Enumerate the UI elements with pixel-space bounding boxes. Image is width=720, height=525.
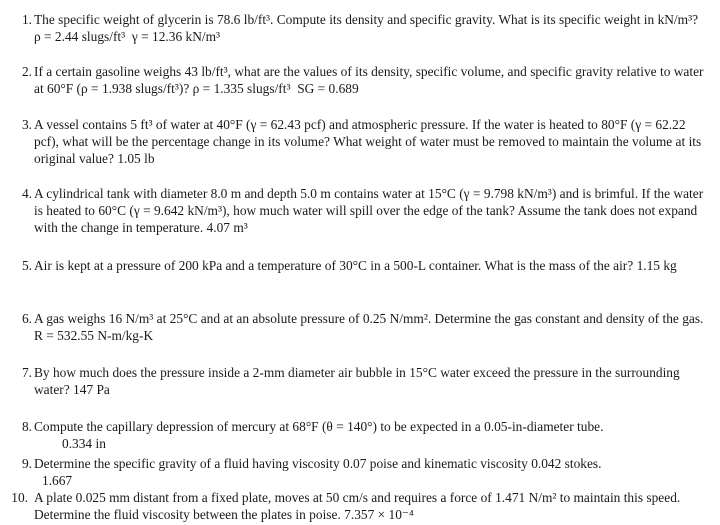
problem-text (34, 364, 710, 398)
problem-text (34, 185, 710, 236)
problem-question: The specific weight of glycerin is 78.6 lb/ft³. Compute its density and specific gravity. What is its specific weight in kN/m³? (34, 12, 699, 27)
problem-answer: 4.07 m³ (206, 220, 248, 235)
problem-text (34, 310, 710, 344)
problem-question: Compute the capillary depression of mercury at 68°F (θ = 140°) to be expected in a 0.05-in-diameter tube. (34, 419, 604, 434)
problem-number: 6. (21, 311, 32, 326)
problem-question: Determine the specific gravity of a fluid having viscosity 0.07 poise and kinematic viscosity 0.042 stokes. (34, 456, 602, 471)
problem-answer: 1.667 (42, 473, 73, 488)
problem-text (34, 455, 710, 489)
problem-text (34, 257, 710, 274)
problem-number: 3. (21, 117, 32, 132)
problem-question: If a certain gasoline weighs 43 lb/ft³, what are the values of its density, specific volume, and specific gravity relative to water at 60°F (ρ = 1.938 slugs/ft³)? (34, 64, 704, 96)
problem-answer: 0.334 in (62, 436, 106, 451)
problem-answer: 1.15 kg (636, 258, 677, 273)
problem-question: A cylindrical tank with diameter 8.0 m and depth 5.0 m contains water at 15°C (γ = 9.798 kN/m³) and is brimful. If the water is heated to 60°C (γ = 9.642 kN/m³), how much water will spill over the edge of the tank? Assume the tank does not expand with the change in temperature. (34, 186, 704, 235)
problem-number: 10. (11, 490, 28, 505)
problem-10 (10, 489, 710, 523)
problem-number: 2. (21, 64, 32, 79)
problem-number: 7. (21, 365, 32, 380)
problem-number: 4. (21, 186, 32, 201)
problem-question: Air is kept at a pressure of 200 kPa and a temperature of 30°C in a 500-L container. What is the mass of the air? (34, 258, 634, 273)
problem-6 (10, 310, 710, 344)
problem-answer: 1.05 lb (117, 151, 155, 166)
problem-question: By how much does the pressure inside a 2-mm diameter air bubble in 15°C water exceed the pressure in the surrounding water? (34, 365, 680, 397)
problem-number: 5. (21, 258, 32, 273)
problem-text (34, 489, 710, 523)
problem-number: 9. (21, 456, 32, 471)
problem-1 (10, 11, 710, 45)
problem-text (34, 116, 710, 167)
problem-4 (10, 185, 710, 236)
problem-question: A plate 0.025 mm distant from a fixed plate, moves at 50 cm/s and requires a force of 1.471 N/m² to maintain this speed. Determine the fluid viscosity between the plates in poise. (34, 490, 681, 522)
problem-number: 1. (21, 12, 32, 27)
problem-7 (10, 364, 710, 398)
problem-8 (10, 418, 710, 452)
problem-5 (10, 257, 710, 274)
problem-text (34, 63, 710, 97)
problem-3 (10, 116, 710, 167)
problem-question: A gas weighs 16 N/m³ at 25°C and at an absolute pressure of 0.25 N/mm². Determine the gas constant and density of the gas. (34, 311, 704, 326)
problem-answer: R = 532.55 N-m/kg-K (34, 328, 154, 343)
problem-answer: ρ = 2.44 slugs/ft³ γ = 12.36 kN/m³ (34, 29, 221, 44)
problem-9 (10, 455, 710, 489)
problem-text (34, 418, 710, 452)
problem-number: 8. (21, 419, 32, 434)
problem-answer: 147 Pa (73, 382, 110, 397)
problem-2 (10, 63, 710, 97)
problem-answer: 7.357 × 10⁻⁴ (344, 507, 414, 522)
problem-question: A vessel contains 5 ft³ of water at 40°F (γ = 62.43 pcf) and atmospheric pressure. If the water is heated to 80°F (γ = 62.22 pcf), what will be the percentage change in its volume? What weight of water must be removed to maintain the volume at its original value? (34, 117, 702, 166)
problem-answer: ρ = 1.335 slugs/ft³ SG = 0.689 (192, 81, 359, 96)
problem-text (34, 11, 710, 45)
